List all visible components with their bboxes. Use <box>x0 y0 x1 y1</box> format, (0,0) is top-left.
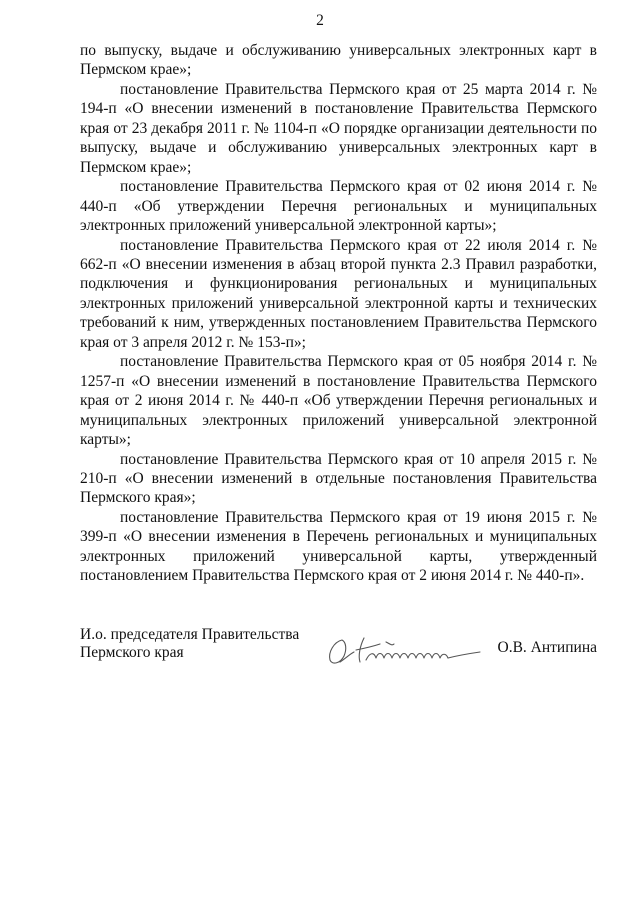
paragraph-resolution-210: постановление Правительства Пермского края от 10 апреля 2015 г. № 210-п «О внесении изменений в отдельные постановления Правительства Пермского края»; <box>80 450 597 507</box>
paragraph-continuation: по выпуску, выдаче и обслуживанию универсальных электронных карт в Пермском крае»; <box>80 42 597 79</box>
handwritten-signature <box>320 632 490 668</box>
signatory-position-line-1: И.о. председателя Правительства <box>80 626 300 643</box>
document-body <box>80 41 597 586</box>
signatory-name: О.В. Антипина <box>497 639 597 656</box>
paragraph-resolution-440: постановление Правительства Пермского края от 02 июня 2014 г. № 440-п «Об утверждении Перечня региональных и муниципальных электронных приложений универсальной электронной карты»; <box>80 178 597 235</box>
paragraph-resolution-399: постановление Правительства Пермского края от 19 июня 2015 г. № 399-п «О внесении изменения в Перечень региональных и муниципальных электронных приложений универсальной карты, утвержденный постановлением Правительства Пермского края от 2 июня 2014 г. № 440-п». <box>80 508 597 585</box>
signatory-position <box>80 626 299 662</box>
paragraph-resolution-194: постановление Правительства Пермского края от 25 марта 2014 г. № 194-п «О внесении изменений в постановление Правительства Пермского края от 23 декабря 2011 г. № 1104-п «О порядке организации деятельности по выпуску, выдаче и обслуживанию универсальных электронных карт в Пермском крае»; <box>80 80 597 176</box>
paragraph-resolution-662: постановление Правительства Пермского края от 22 июля 2014 г. № 662-п «О внесении изменения в абзац второй пункта 2.3 Правил разработки, подключения и функционирования региональных и муниципальных электронных приложений универсальной электронной карты и технических требований к ним, утвержденных постановлением Правительства Пермского края от 3 апреля 2012 г. № 153-п»; <box>80 236 597 351</box>
signature-block <box>80 626 597 666</box>
signatory-position-line-2: Пермского края <box>80 644 184 661</box>
paragraph-resolution-1257: постановление Правительства Пермского края от 05 ноября 2014 г. № 1257-п «О внесении изменений в постановление Правительства Пермского края от 2 июня 2014 г. № 440-п «Об утверждении Перечня региональных и муниципальных электронных приложений универсальной электронной карты»; <box>80 353 597 449</box>
page-number: 2 <box>316 12 324 29</box>
